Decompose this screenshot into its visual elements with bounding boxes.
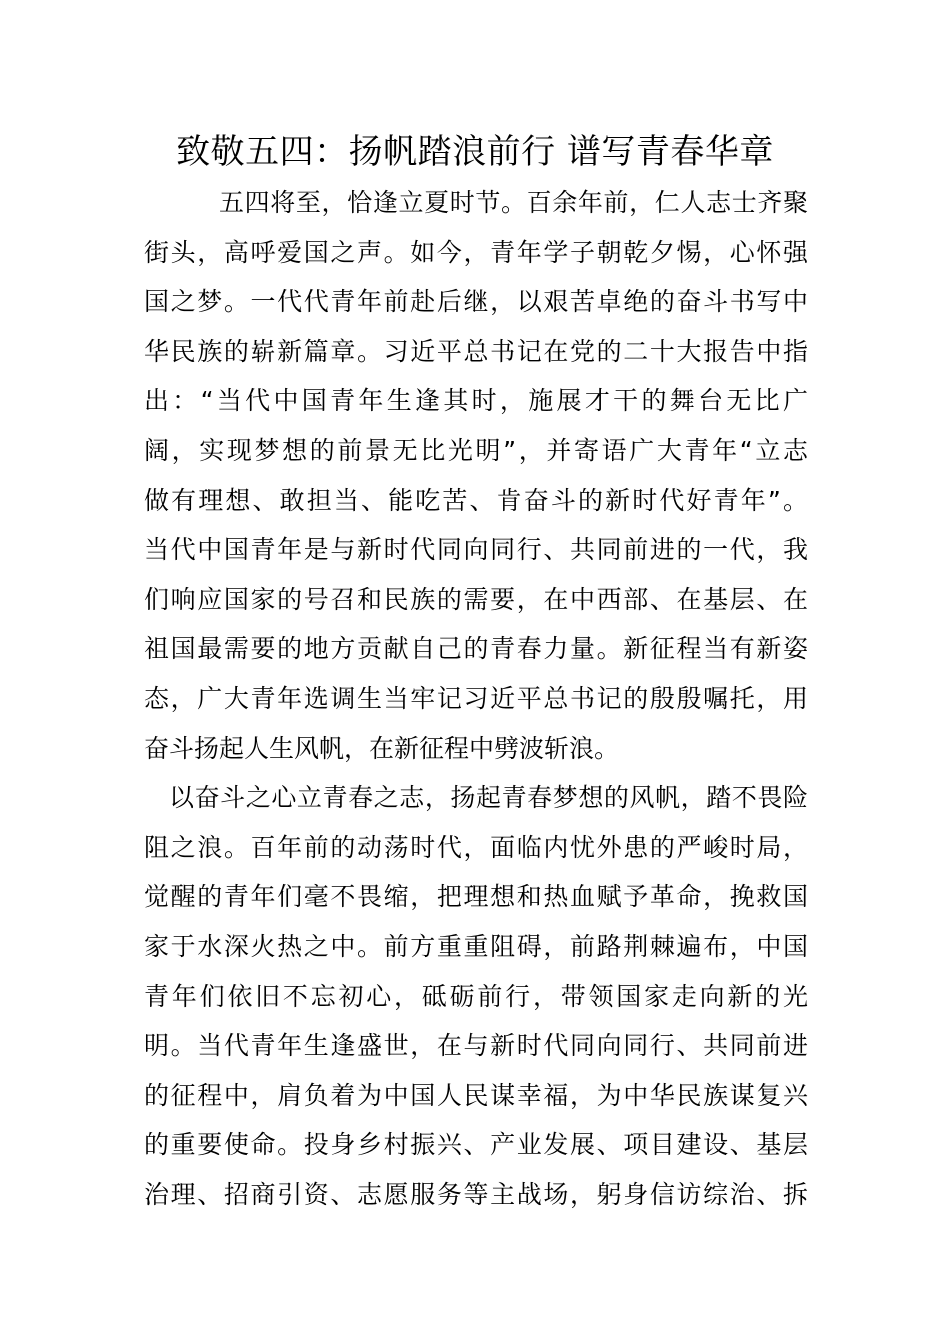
text-line: 国之梦。一代代青年前赴后继，以艰苦卓绝的奋斗书写中 <box>144 287 808 317</box>
text-line: 阻之浪。百年前的动荡时代，面临内忧外患的严峻时局， <box>144 832 808 862</box>
text-line: 明。当代青年生逢盛世，在与新时代同向同行、共同前进 <box>144 1031 808 1061</box>
text-line: 华民族的崭新篇章。习近平总书记在党的二十大报告中指 <box>144 336 808 366</box>
text-line: 的重要使命。投身乡村振兴、产业发展、项目建设、基层 <box>144 1130 808 1160</box>
text-line: 治理、招商引资、志愿服务等主战场，躬身信访综治、拆 <box>144 1179 808 1209</box>
text-line: 做有理想、敢担当、能吃苦、肯奋斗的新时代好青年”。 <box>144 485 808 515</box>
text-line: 青年们依旧不忘初心，砥砺前行，带领国家走向新的光 <box>144 981 808 1011</box>
text-line: 以奋斗之心立青春之志，扬起青春梦想的风帆，踏不畏险 <box>169 783 808 813</box>
text-line: 觉醒的青年们毫不畏缩，把理想和热血赋予革命，挽救国 <box>144 882 808 912</box>
document-title: 致敬五四：扬帆踏浪前行 谱写青春华章 <box>176 132 774 172</box>
text-line: 的征程中，肩负着为中国人民谋幸福，为中华民族谋复兴 <box>144 1080 808 1110</box>
paragraph <box>144 773 808 1219</box>
text-line: 家于水深火热之中。前方重重阻碍，前路荆棘遍布，中国 <box>144 931 808 961</box>
text-line: 五四将至，恰逢立夏时节。百余年前，仁人志士齐聚 <box>219 188 808 217</box>
document-body <box>144 178 808 1219</box>
text-line: 祖国最需要的地方贡献自己的青春力量。新征程当有新姿 <box>144 634 808 664</box>
text-line: 当代中国青年是与新时代同向同行、共同前进的一代，我 <box>144 535 808 565</box>
text-line: 态，广大青年选调生当牢记习近平总书记的殷殷嘱托，用 <box>144 683 808 713</box>
text-line: 街头，高呼爱国之声。如今，青年学子朝乾夕惕，心怀强 <box>144 237 808 267</box>
paragraph <box>144 178 808 773</box>
text-line: 奋斗扬起人生风帆，在新征程中劈波斩浪。 <box>144 733 620 763</box>
text-line: 出：“当代中国青年生逢其时，施展才干的舞台无比广 <box>144 386 808 416</box>
text-line: 们响应国家的号召和民族的需要，在中西部、在基层、在 <box>144 584 808 614</box>
text-line: 阔，实现梦想的前景无比光明”，并寄语广大青年“立志 <box>144 435 808 465</box>
